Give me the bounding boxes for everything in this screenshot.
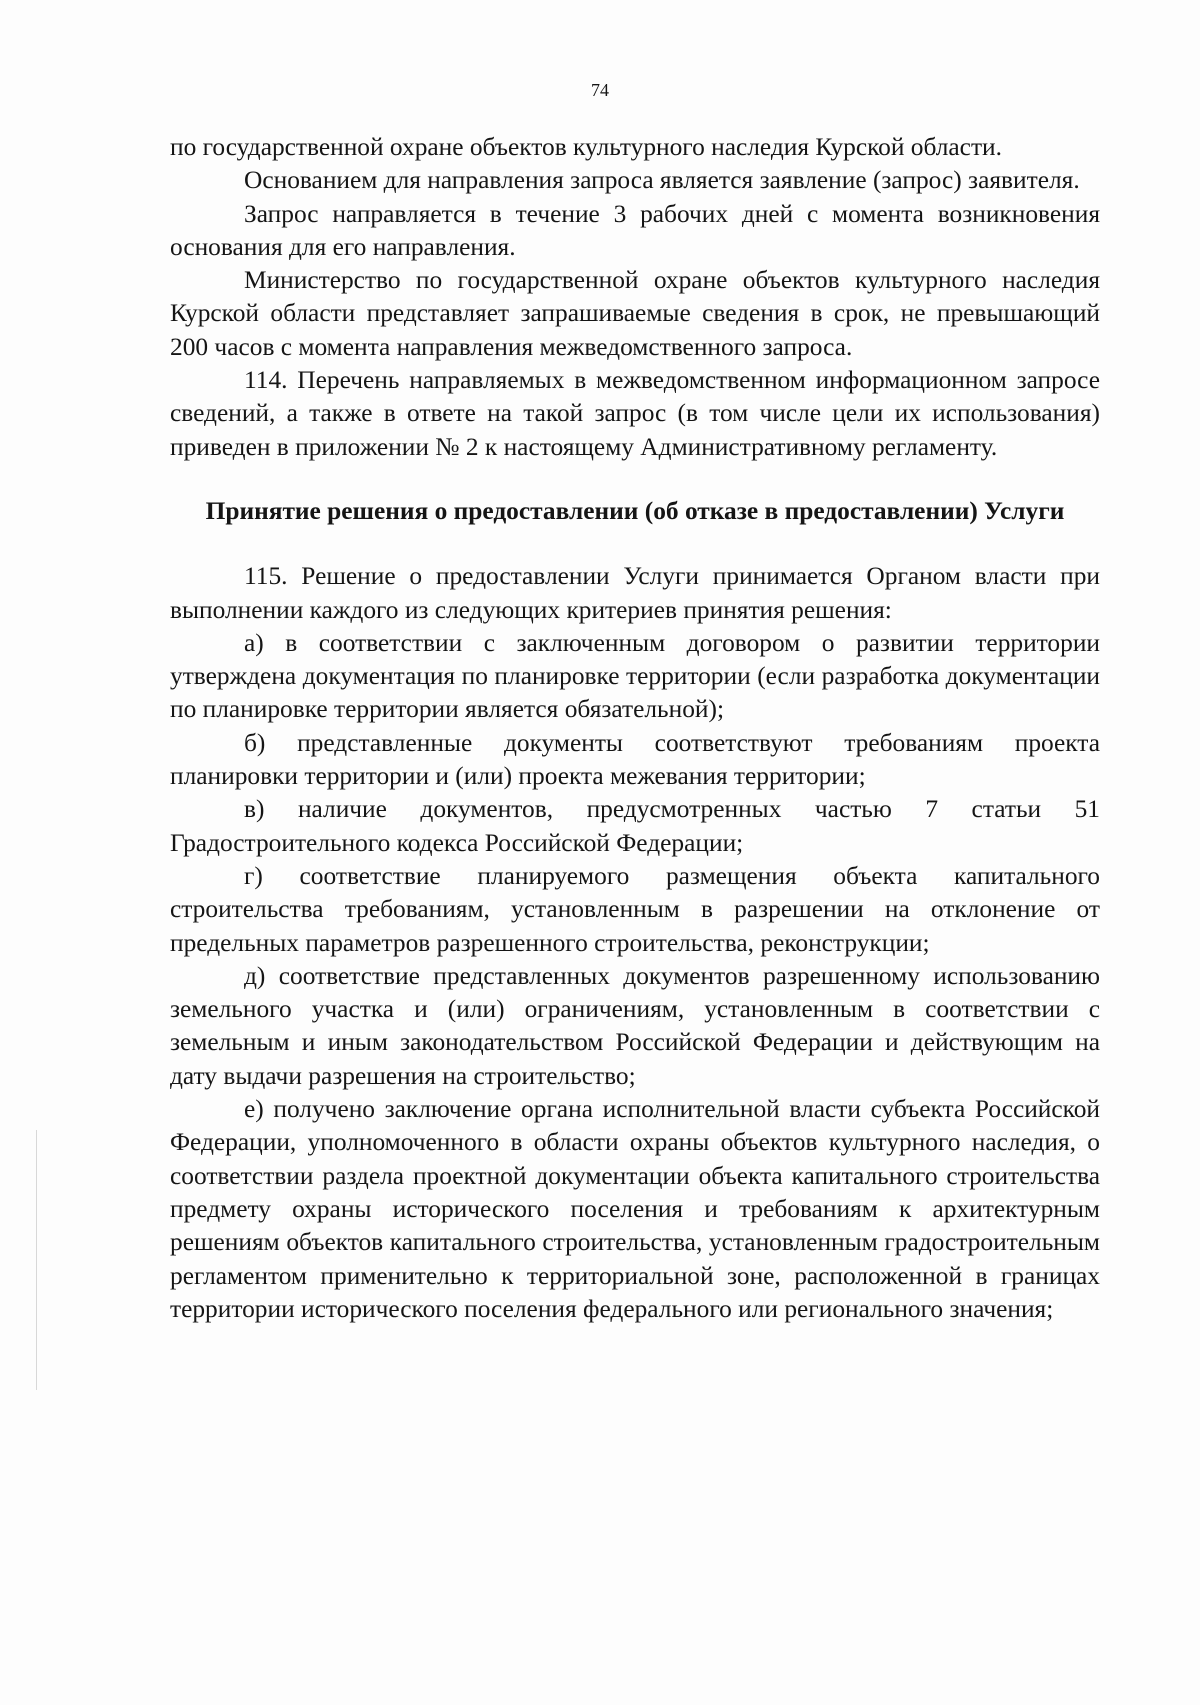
- criterion-b: б) представленные документы соответствуют требованиям проекта планировки территории и (или) проекта межевания территории;: [170, 728, 1100, 791]
- criterion-g: г) соответствие планируемого размещения объекта капитального строительства требованиям, установленным в разрешении на отклонение от предельных параметров разрешенного строительства, реконструкции;: [170, 861, 1100, 957]
- paragraph-115: 115. Решение о предоставлении Услуги принимается Органом власти при выполнении каждого из следующих критериев принятия решения:: [170, 562, 1100, 624]
- paragraph-ministry-response: Министерство по государственной охране объектов культурного наследия Курской области представляет запрашиваемые сведения в срок, не превышающий 200 часов с момента направления межведомственного запроса.: [170, 266, 1100, 361]
- criterion-a: а) в соответствии с заключенным договором о развитии территории утверждена документация по планировке территории (если разработка документации по планировке территории является обязательной);: [170, 628, 1100, 724]
- paragraph-request-term: Запрос направляется в течение 3 рабочих дней с момента возникновения основания для его направления.: [170, 199, 1100, 261]
- paragraph-basis: Основанием для направления запроса является заявление (запрос) заявителя.: [244, 166, 1080, 195]
- criterion-v: в) наличие документов, предусмотренных частью 7 статьи 51 Градостроительного кодекса Российской Федерации;: [170, 795, 1100, 857]
- criterion-e: е) получено заключение органа исполнительной власти субъекта Российской Федерации, уполномоченного в области охраны объектов культурного наследия, о соответствии раздела проектной документации объекта капитального строительства предмету охраны исторического поселения и требованиям к архитектурным решениям объектов капитального строительства, установленным градостроительным регламентом применительно к территориальной зоне, расположенной в границах территории исторического поселения федерального или регионального значения;: [170, 1095, 1100, 1323]
- section-heading: Принятие решения о предоставлении (об отказе в предоставлении) Услуги: [205, 496, 1065, 525]
- paragraph-continuation: по государственной охране объектов культурного наследия Курской области.: [170, 133, 1002, 161]
- scan-margin-line: [36, 1130, 37, 1390]
- page-number: 74: [591, 80, 609, 100]
- paragraph-114: 114. Перечень направляемых в межведомственном информационном запросе сведений, а также в ответе на такой запрос (в том числе цели их использования) приведен в приложении № 2 к настоящему Административному регламенту.: [170, 366, 1100, 461]
- criterion-d: д) соответствие представленных документов разрешенному использованию земельного участка и (или) ограничениям, установленным в соответствии с земельным и иным законодательством Российской Федерации и действующим на дату выдачи разрешения на строительство;: [170, 961, 1100, 1090]
- document-body: [170, 131, 1100, 1326]
